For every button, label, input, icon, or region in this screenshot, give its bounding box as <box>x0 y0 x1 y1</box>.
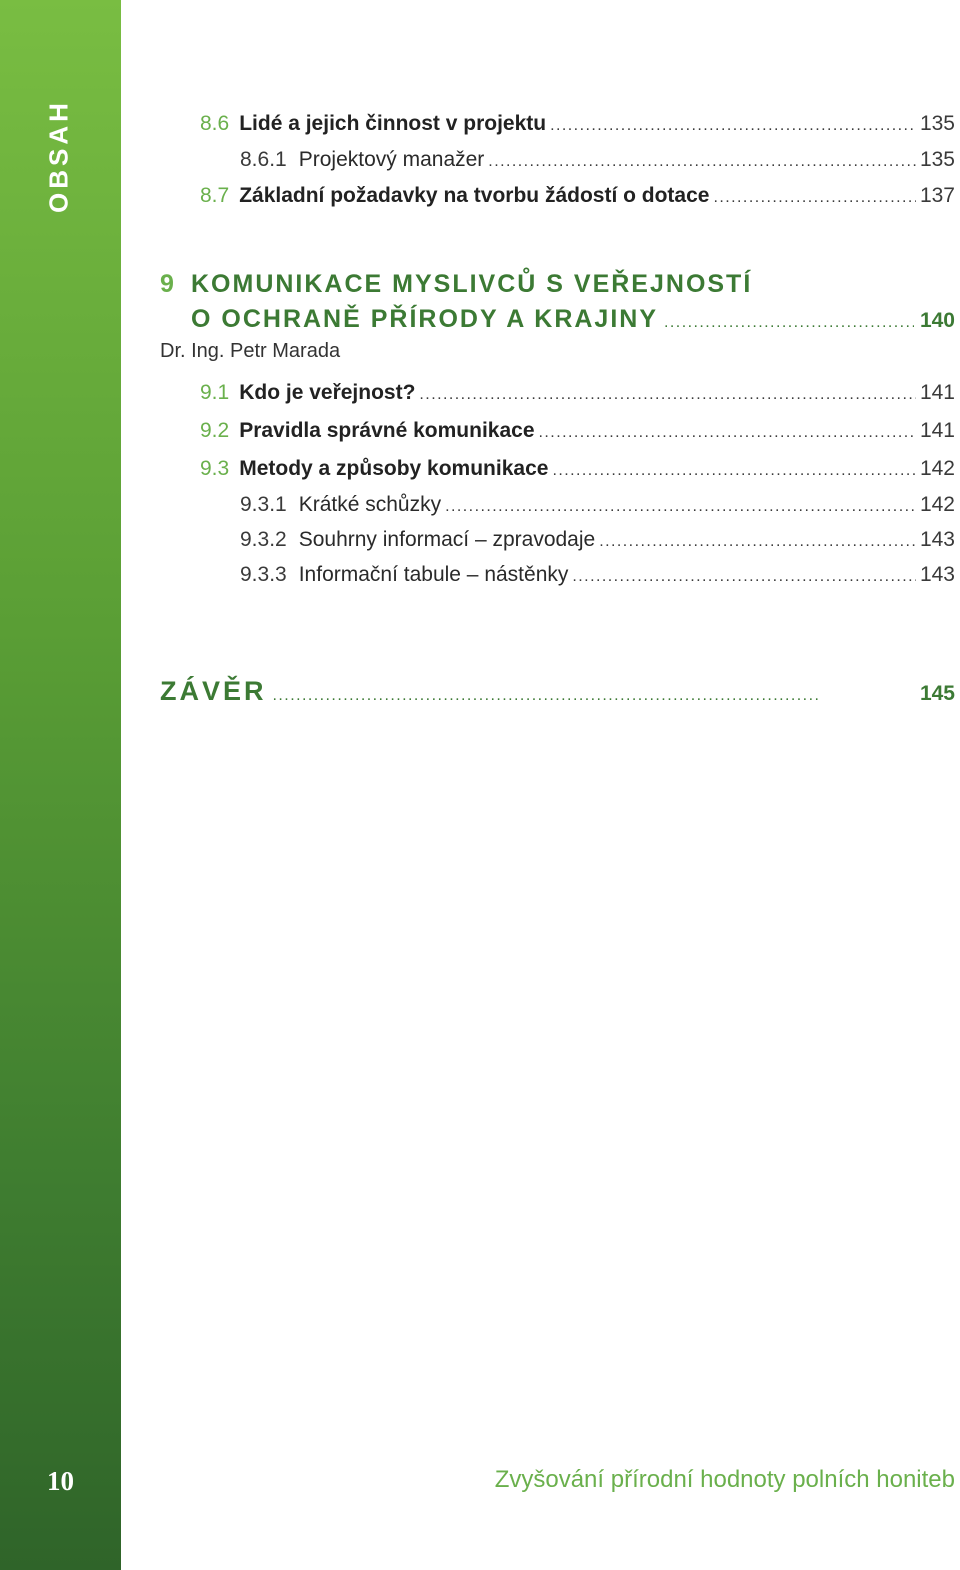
entry-number: 8.6 <box>200 112 230 135</box>
leader-dots <box>539 419 916 447</box>
entry-title: Projektový manažer <box>298 148 485 171</box>
entry-title: Metody a způsoby komunikace <box>239 457 549 480</box>
entry-number: 9.3.3 <box>240 563 287 586</box>
leader-dots <box>445 493 916 521</box>
entry-page: 135 <box>919 148 955 171</box>
entry-title: Kdo je veřejnost? <box>239 381 416 404</box>
chapter-title-line2: O OCHRANĚ PŘÍRODY A KRAJINY <box>191 305 659 333</box>
entry-page: 141 <box>919 381 955 404</box>
entry-number: 9.1 <box>200 381 230 404</box>
entry-page: 143 <box>919 563 955 586</box>
chapter-author: Dr. Ing. Petr Marada <box>160 340 341 362</box>
toc-entry-9-3-3[interactable] <box>240 561 955 591</box>
entry-title: Základní požadavky na tvorbu žádostí o dotace <box>239 184 710 207</box>
leader-dots <box>552 457 916 485</box>
toc-entry-chapter-9[interactable] <box>191 303 955 339</box>
toc-entry-8-6[interactable] <box>200 110 955 140</box>
entry-title: ZÁVĚR <box>160 676 267 706</box>
entry-number: 9.3.1 <box>240 493 287 516</box>
toc-entry-zaver[interactable] <box>160 674 955 713</box>
toc-entry-8-6-1[interactable] <box>240 146 955 176</box>
entry-number: 9.3.2 <box>240 528 287 551</box>
entry-number: 9.3 <box>200 457 230 480</box>
entry-title: Lidé a jejich činnost v projektu <box>239 112 547 135</box>
entry-number: 8.7 <box>200 184 230 207</box>
leader-dots <box>713 184 915 212</box>
leader-dots <box>599 528 916 556</box>
section-label: OBSAH <box>43 99 74 213</box>
leader-dots <box>550 112 916 140</box>
entry-page: 145 <box>919 682 955 705</box>
entry-title: Informační tabule – nástěnky <box>298 563 569 586</box>
chapter-page: 140 <box>919 309 955 332</box>
entry-page: 135 <box>919 112 955 135</box>
toc-entry-9-3-1[interactable] <box>240 491 955 521</box>
leader-dots <box>664 307 914 339</box>
entry-title: Krátké schůzky <box>298 493 442 516</box>
entry-page: 137 <box>919 184 955 207</box>
chapter-number: 9 <box>160 270 174 298</box>
table-of-contents <box>160 0 955 1570</box>
entry-number: 9.2 <box>200 419 230 442</box>
entry-title: Souhrny informací – zpravodaje <box>298 528 596 551</box>
toc-entry-9-1[interactable] <box>200 379 955 409</box>
sidebar <box>0 0 121 1570</box>
toc-entry-9-3-2[interactable] <box>240 526 955 556</box>
leader-dots <box>273 679 914 713</box>
entry-page: 141 <box>919 419 955 442</box>
page-number: 10 <box>47 1466 74 1496</box>
chapter-title-line1[interactable]: KOMUNIKACE MYSLIVCŮ S VEŘEJNOSTÍ <box>191 270 753 298</box>
toc-entry-8-7[interactable] <box>200 182 955 212</box>
leader-dots <box>419 381 916 409</box>
entry-title: Pravidla správné komunikace <box>239 419 535 442</box>
leader-dots <box>488 148 916 176</box>
toc-entry-9-3[interactable] <box>200 455 955 485</box>
leader-dots <box>572 563 916 591</box>
toc-entry-9-2[interactable] <box>200 417 955 447</box>
entry-page: 142 <box>919 457 955 480</box>
entry-page: 142 <box>919 493 955 516</box>
footer-book-title: Zvyšování přírodní hodnoty polních honiteb <box>494 1466 955 1493</box>
entry-number: 8.6.1 <box>240 148 287 171</box>
entry-page: 143 <box>919 528 955 551</box>
